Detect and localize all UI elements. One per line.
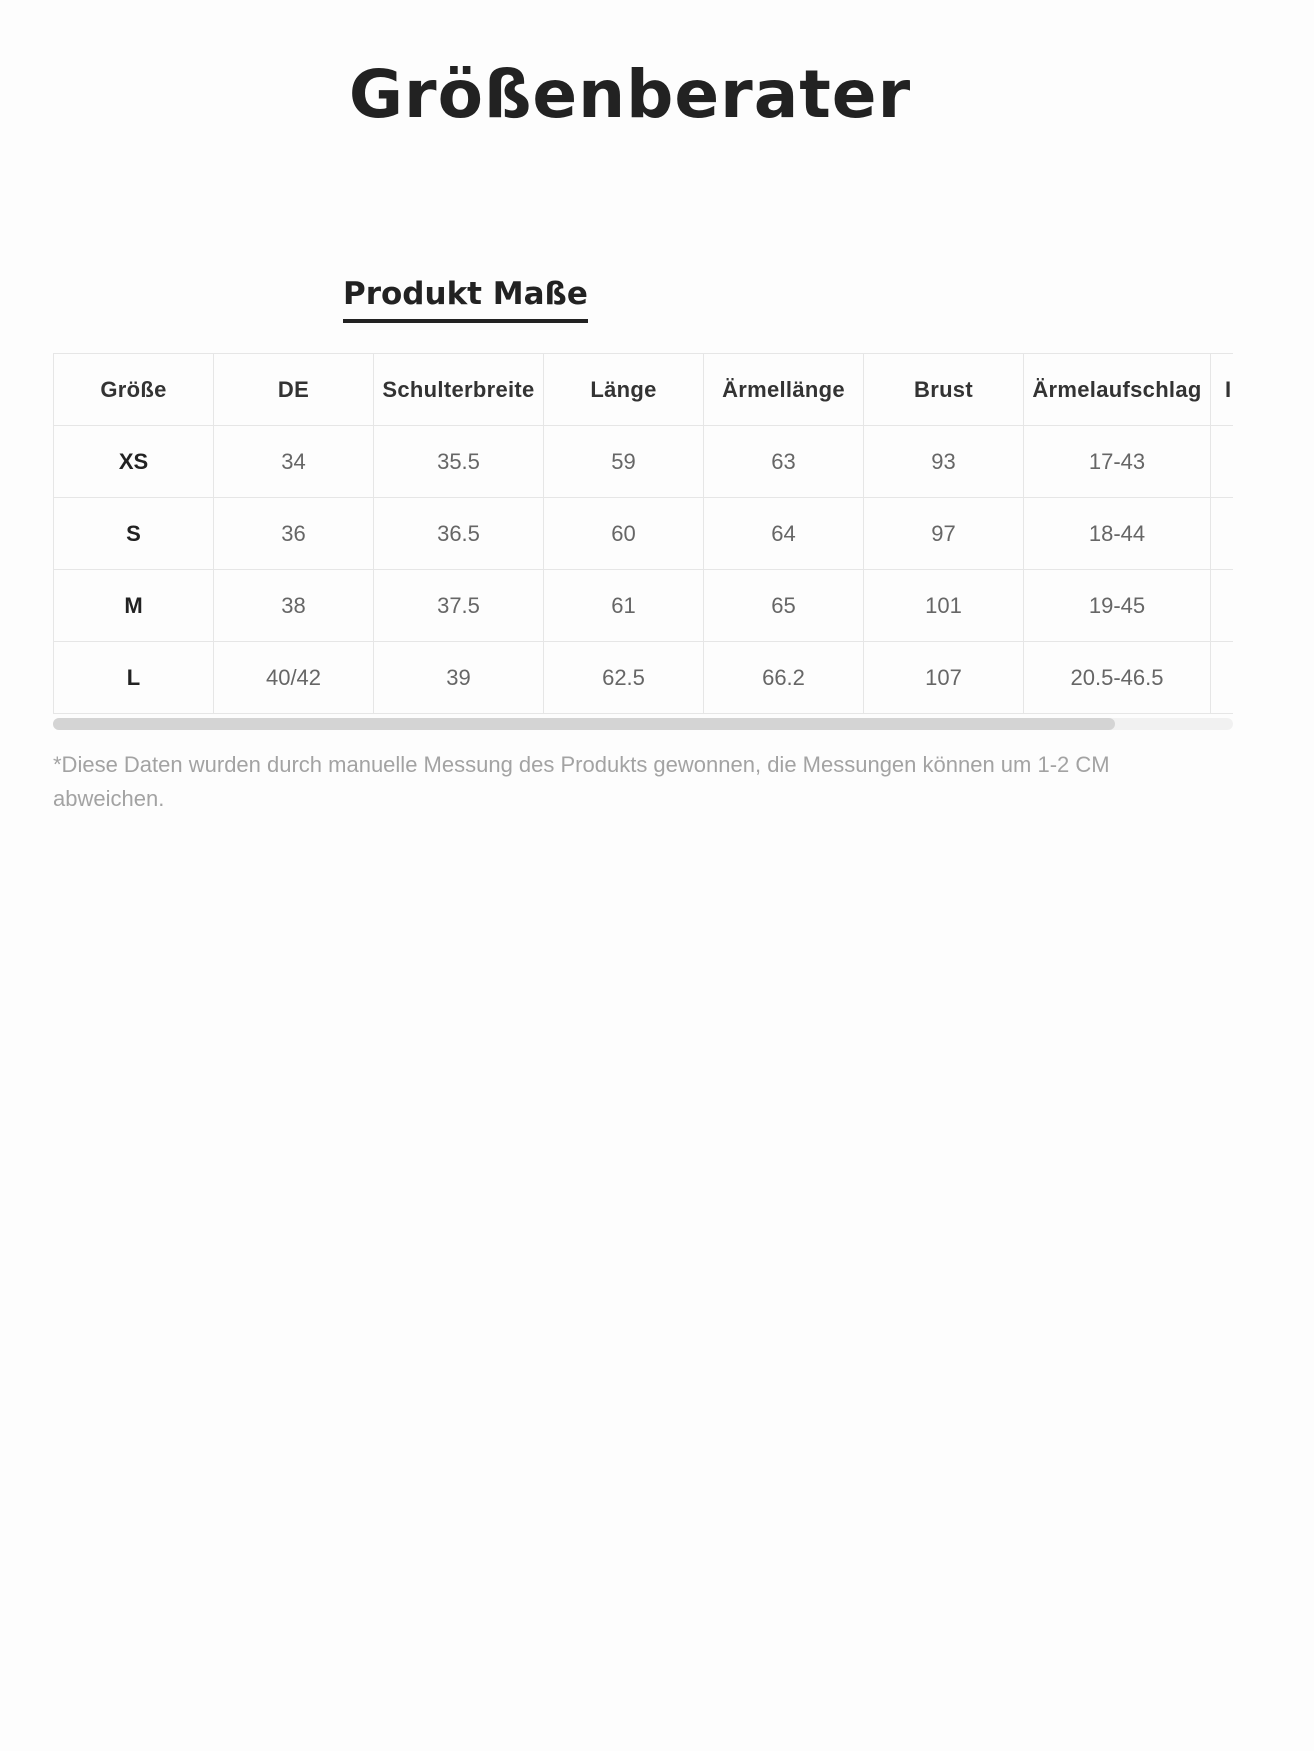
table-cell: 66.2 bbox=[704, 642, 864, 714]
page-title: Größenberater bbox=[348, 56, 912, 133]
table-cell: 97 bbox=[864, 498, 1024, 570]
table-cell: S bbox=[54, 498, 214, 570]
table-cell: 18-44 bbox=[1024, 498, 1211, 570]
header-cell-de: DE bbox=[214, 354, 374, 426]
table-cell: L bbox=[54, 642, 214, 714]
table-cell: 35.5 bbox=[374, 426, 544, 498]
table-cell bbox=[1211, 570, 1234, 642]
header-cell-cuff: Ärmelaufschlag bbox=[1024, 354, 1211, 426]
table-row bbox=[54, 642, 1234, 714]
table-cell: 36 bbox=[214, 498, 374, 570]
header-cell-size: Größe bbox=[54, 354, 214, 426]
table-cell: 62.5 bbox=[544, 642, 704, 714]
table-cell: 36.5 bbox=[374, 498, 544, 570]
table-cell: 34 bbox=[214, 426, 374, 498]
measurement-footnote: *Diese Daten wurden durch manuelle Messung des Produkts gewonnen, die Messungen können um 1-2 CM abweichen. bbox=[53, 752, 1110, 811]
table-cell bbox=[1211, 498, 1234, 570]
table-cell: 37.5 bbox=[374, 570, 544, 642]
table-cell bbox=[1211, 426, 1234, 498]
table-cell: 59 bbox=[544, 426, 704, 498]
table-cell: 93 bbox=[864, 426, 1024, 498]
header-cell-chest: Brust bbox=[864, 354, 1024, 426]
table-cell: 20.5-46.5 bbox=[1024, 642, 1211, 714]
table-cell: XS bbox=[54, 426, 214, 498]
table-row bbox=[54, 498, 1234, 570]
table-cell: 38 bbox=[214, 570, 374, 642]
table-cell: 63 bbox=[704, 426, 864, 498]
table-row bbox=[54, 570, 1234, 642]
table-cell: 65 bbox=[704, 570, 864, 642]
table-header-row bbox=[54, 354, 1234, 426]
table-row bbox=[54, 426, 1234, 498]
header-cell-truncated: I bbox=[1211, 354, 1234, 426]
table-cell: 64 bbox=[704, 498, 864, 570]
header-cell-shoulder-width: Schulterbreite bbox=[374, 354, 544, 426]
table-cell: M bbox=[54, 570, 214, 642]
table-cell bbox=[1211, 642, 1234, 714]
scrollbar-thumb[interactable] bbox=[53, 718, 1115, 730]
size-table-viewport[interactable] bbox=[53, 353, 1233, 730]
table-cell: 19-45 bbox=[1024, 570, 1211, 642]
table-cell: 107 bbox=[864, 642, 1024, 714]
header-cell-sleeve-length: Ärmellänge bbox=[704, 354, 864, 426]
table-cell: 60 bbox=[544, 498, 704, 570]
header-cell-length: Länge bbox=[544, 354, 704, 426]
horizontal-scrollbar[interactable] bbox=[53, 718, 1233, 730]
table-cell: 40/42 bbox=[214, 642, 374, 714]
table-cell: 17-43 bbox=[1024, 426, 1211, 498]
size-table bbox=[53, 353, 1233, 714]
section-title: Produkt Maße bbox=[343, 273, 588, 323]
table-cell: 101 bbox=[864, 570, 1024, 642]
table-cell: 39 bbox=[374, 642, 544, 714]
table-cell: 61 bbox=[544, 570, 704, 642]
